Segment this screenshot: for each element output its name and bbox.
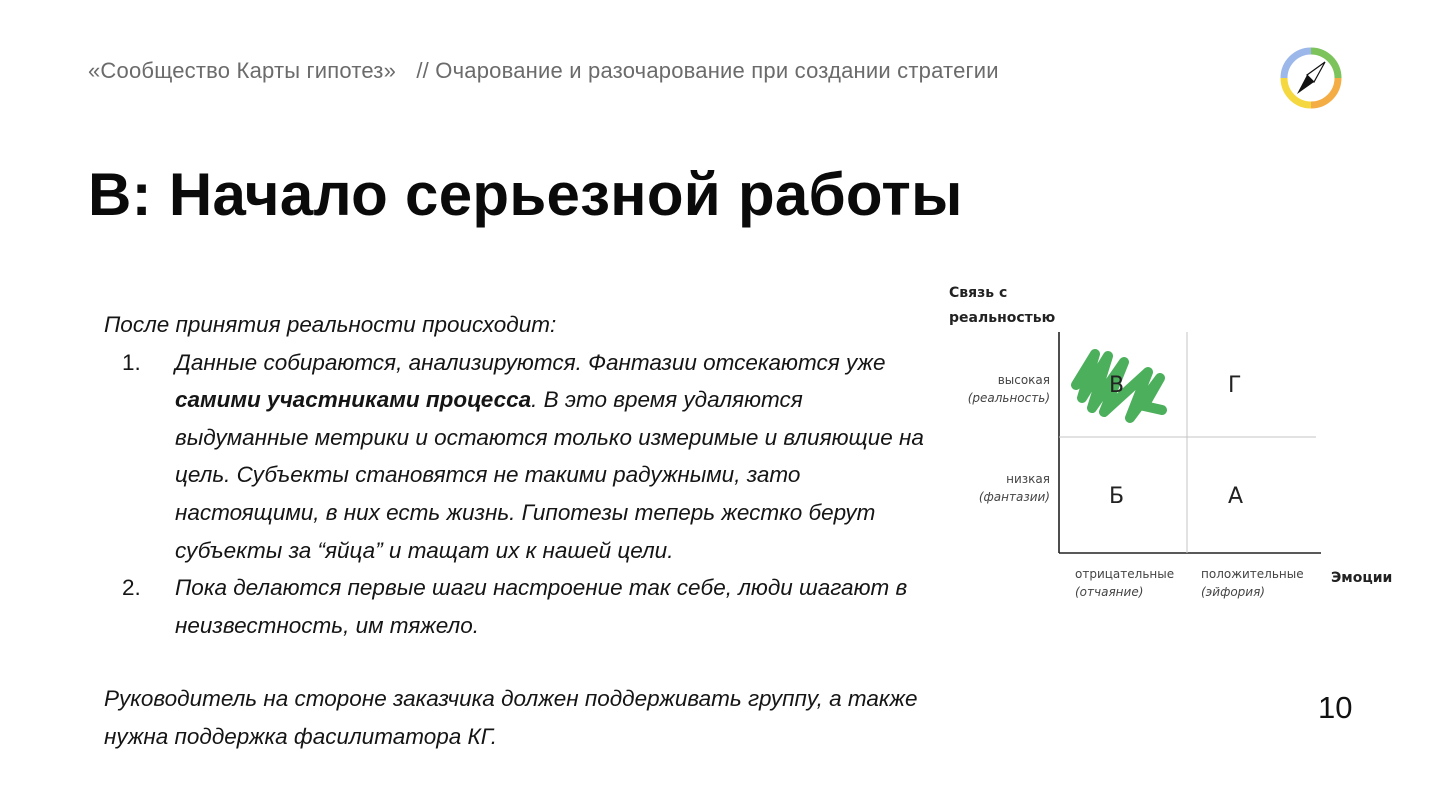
list-item-text: Пока делаются первые шаги настроение так себе, люди шагают в неизвестность, им тяжело.	[175, 575, 908, 638]
quadrant-top-left: В	[1109, 373, 1125, 398]
list-number: 2.	[122, 575, 141, 601]
y-axis-title-line-1: Связь с	[949, 285, 1008, 301]
slide-header	[88, 58, 999, 84]
community-name: «Сообщество Карты гипотез»	[88, 58, 397, 83]
x-axis-title: Эмоции	[1331, 570, 1393, 586]
quadrant-top-right: Г	[1228, 373, 1242, 398]
compass-icon	[1278, 45, 1344, 111]
quadrant-diagram	[940, 270, 1420, 620]
x-level-negative-sublabel: (отчаяние)	[1075, 585, 1144, 599]
list-item	[104, 344, 934, 570]
list-item-text: Данные собираются, анализируются. Фантазии отсекаются уже	[175, 349, 886, 375]
list-item	[104, 569, 934, 644]
list-item-text-cont: . В это время удаляются выдуманные метрики и остаются только измеримые и влияющие на цель. Субъекты становятся не такими радужными, зато настоящими, в них есть жизнь. Гипотезы теперь жестко берут субъекты за “яйца” и тащат их к нашей цели.	[175, 387, 924, 563]
quadrant-bottom-right: А	[1228, 484, 1244, 509]
list-item-emphasis: самими участниками процесса	[175, 387, 532, 413]
y-level-low-sublabel: (фантазии)	[978, 490, 1050, 504]
x-level-positive-sublabel: (эйфория)	[1201, 585, 1265, 599]
y-level-low: низкая	[1006, 472, 1050, 486]
y-level-high-sublabel: (реальность)	[967, 391, 1050, 405]
intro-text: После принятия реальности происходит:	[104, 312, 557, 337]
slide-title: В: Начало серьезной работы	[88, 161, 963, 228]
numbered-list	[104, 344, 934, 645]
x-level-positive: положительные	[1201, 567, 1304, 581]
y-level-high: высокая	[997, 373, 1050, 387]
x-level-negative: отрицательные	[1075, 567, 1175, 581]
conclusion-text: Руководитель на стороне заказчика должен поддерживать группу, а также нужна поддержка фасилитатора КГ.	[104, 686, 918, 749]
y-axis-title-line-2: реальностью	[949, 310, 1056, 326]
page-number: 10	[1318, 690, 1353, 725]
quadrant-bottom-left: Б	[1109, 484, 1125, 509]
presentation-topic: // Очарование и разочарование при создании стратегии	[416, 58, 999, 83]
slide-body	[104, 306, 934, 756]
list-number: 1.	[122, 349, 141, 375]
